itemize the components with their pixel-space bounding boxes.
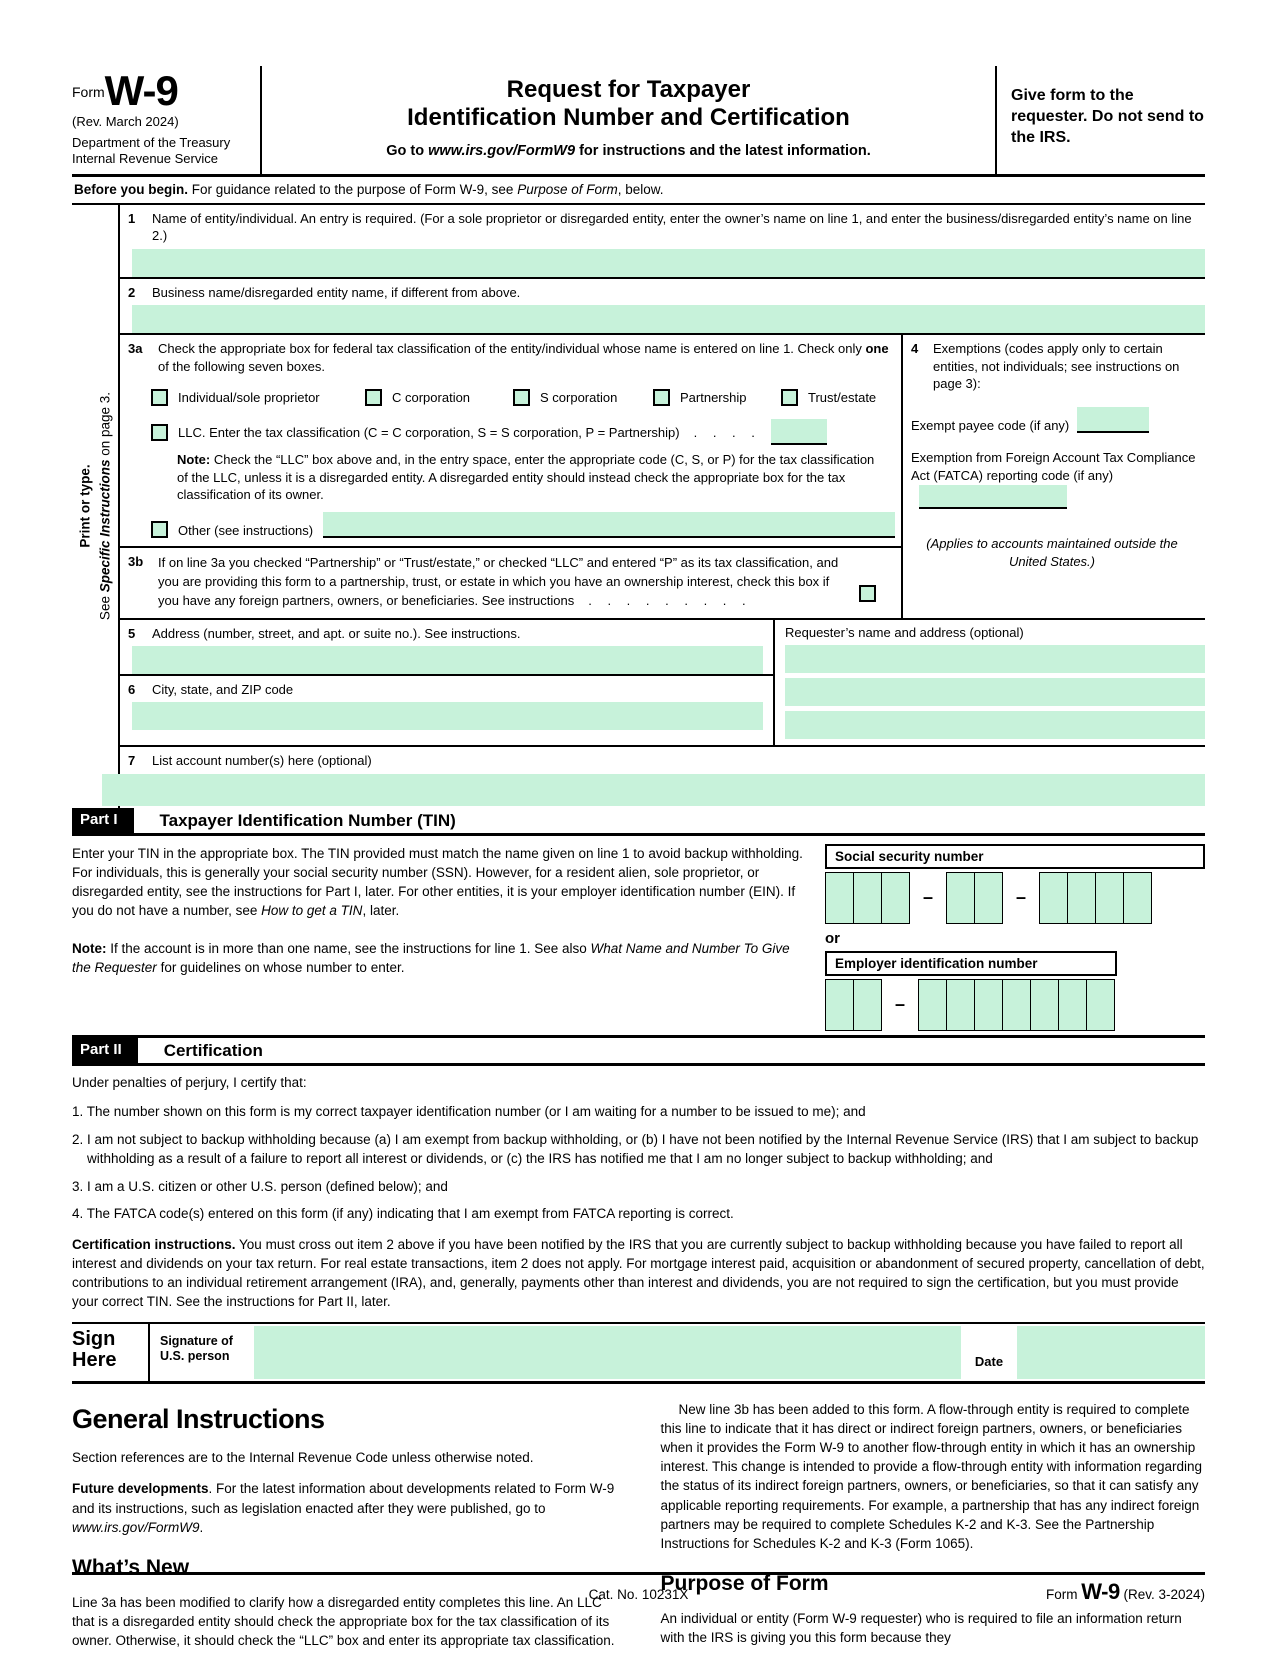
form-title-block [262,66,997,174]
city-state-zip-input[interactable] [132,702,763,730]
ein-digit-9[interactable] [1087,979,1115,1031]
form-title-line1: Request for Taxpayer [506,76,751,103]
ssn-digit-4[interactable] [947,872,975,924]
or-label: or [825,929,840,947]
individual-label: Individual/sole proprietor [178,390,320,406]
form-number: W-9 [104,67,178,114]
ein-digit-4[interactable] [947,979,975,1031]
signature-of-label: Signature of U.S. person [160,1333,233,1364]
llc-note: Note: Check the “LLC” box above and, in the entry space, enter the appropriate code (C, S, or P) for the tax classification of the LLC, unless it is a disregarded entity. A disregarded entity should instead check the appropriate box for the tax classification of its owner. [177,452,875,503]
ein-input-cells [825,979,1205,1031]
s-corporation-checkbox[interactable] [513,389,530,406]
llc-tax-code-input[interactable] [771,419,827,445]
llc-label: LLC. Enter the tax classification (C = C corporation, S = S corporation, P = Partnership) [178,424,680,440]
certification-instructions: Certification instructions. You must cross out item 2 above if you have been notified by the IRS that you are currently subject to backup withholding because you have failed to report all interest and dividends on your tax return. For real estate transactions, item 2 does not apply. For mortgage interest paid, acquisition or abandonment of secured property, cancellation of debt, contributions to an individual retirement arrangement (IRA), and, generally, payments other than interest and dividends, you are not required to sign the certification, but you must provide your correct TIN. See the instructions for Part II, later. [72,1237,1205,1309]
trust-estate-label: Trust/estate [808,390,877,406]
catalog-number: Cat. No. 10231X [588,1587,689,1602]
individual-checkbox[interactable] [151,389,168,406]
part1-title: Taxpayer Identification Number (TIN) [159,810,456,830]
ssn-digit-9[interactable] [1124,872,1152,924]
line3a-label: Check the appropriate box for federal tax classification of the entity/individual whose name is entered on line 1. Check only one of the following seven boxes. [158,341,889,374]
date-label: Date [974,1353,1004,1369]
line3a-number: 3a [128,341,143,357]
llc-checkbox[interactable] [151,424,168,441]
line1-label: Name of entity/individual. An entry is required. (For a sole proprietor or disregarded entity, enter the owner’s name on line 1, and enter the business/disregarded entity’s name on line 2.) [152,210,1192,244]
footer-form-id: Form W-9 (Rev. 3-2024) [1046,1579,1205,1604]
partnership-label: Partnership [680,390,747,406]
fatca-code-input[interactable] [919,485,1067,509]
part2-badge: Part II [72,1038,138,1063]
ein-digit-3[interactable] [919,979,947,1031]
purpose-of-form-title: Purpose of Form [660,1572,829,1596]
other-checkbox[interactable] [151,521,168,538]
name-input[interactable] [132,249,1205,277]
ssn-digit-2[interactable] [854,872,882,924]
whats-new-title: What’s New [72,1555,190,1579]
date-input[interactable] [1017,1326,1205,1379]
line3b-cell [120,546,901,619]
irs-url: www.irs.gov/FormW9 [428,143,576,160]
ssn-box-label: Social security number [825,844,1205,869]
line5-label: Address (number, street, and apt. or suite no.). See instructions. [152,626,521,642]
form-header [72,66,1205,177]
whats-new-paragraph: Line 3a has been modified to clarify how a disregarded entity completes this line. An LLC that is a disregarded entity should check the appropriate box for the tax classification of its owner. Otherwise, it should check the “LLC” box and enter its appropriate tax classification. [72,1594,615,1648]
line6-row [120,676,773,730]
line1-row [120,205,1205,279]
other-label: Other (see instructions) [178,522,314,538]
foreign-partners-checkbox[interactable] [859,585,876,602]
give-form-note: Give form to the requester. Do not send to the IRS. [1011,87,1204,146]
ein-dash: – [895,994,906,1015]
line7-number: 7 [128,753,136,769]
ssn-digit-6[interactable] [1040,872,1068,924]
section-references: Section references are to the Internal Revenue Code unless otherwise noted. [72,1450,534,1466]
signature-input[interactable] [254,1326,961,1379]
address-input[interactable] [132,646,763,674]
c-corporation-label: C corporation [392,390,471,406]
sign-here-row [72,1324,1205,1384]
requester-input-line1[interactable] [785,645,1205,673]
new-line-3b-paragraph: New line 3b has been added to this form. A flow-through entity is required to complete this line to indicate that it has direct or indirect foreign partners, owners, or beneficiaries when it provides the Form W-9 to another flow-through entity in which it has an ownership interest. This change is intended to provide a flow-through entity with information regarding the status of its indirect foreign partners, owners, or beneficiaries, so that it can satisfy any applicable reporting requirements. For example, a partnership that has any indirect foreign partners may be required to complete Schedules K-2 and K-3. See the Partnership Instructions for Schedules K-2 and K-3 (Form 1065). [660,1401,1203,1551]
s-corporation-label: S corporation [540,390,618,406]
goto-instructions: Go to www.irs.gov/FormW9 for instructions and the latest information. [386,143,871,160]
fatca-label: Exemption from Foreign Account Tax Compliance Act (FATCA) reporting code (if any) [911,449,1201,509]
ssn-dash-1: – [923,887,934,908]
form-body [72,205,1205,808]
part1-header [72,808,1205,836]
requester-label: Requester’s name and address (optional) [785,625,1024,641]
line3a-cell [120,335,901,546]
print-or-type-label: Print or type. [77,464,93,548]
dept-treasury: Department of the Treasury [72,135,231,150]
irs-name: Internal Revenue Service [72,151,218,167]
form-title-line2: Identification Number and Certification [407,103,850,131]
line7-label: List account number(s) here (optional) [152,753,372,769]
form-id-block [72,66,262,174]
sign-here-label: Sign Here [72,1324,150,1381]
ssn-digit-1[interactable] [826,872,854,924]
ein-digit-7[interactable] [1031,979,1059,1031]
certification-item-4: 4. The FATCA code(s) entered on this form (if any) indicating that I am exempt from FATCA reporting is correct. [72,1206,734,1222]
part2-header [72,1038,1205,1066]
certification-item-2: 2. I am not subject to backup withholding because (a) I am exempt from backup withholding, or (b) I have not been notified by the Internal Revenue Service (IRS) that I am subject to backup withholding as a result of a failure to report all interest or dividends, or (c) the IRS has notified me that I am no longer subject to backup withholding; and [72,1131,1199,1166]
line3b-number: 3b [128,553,144,569]
certification-item-1: 1. The number shown on this form is my correct taxpayer identification number (or I am waiting for a number to be issued to me); and [72,1103,866,1119]
page-footer [72,1572,1205,1604]
other-input[interactable] [323,512,895,538]
ssn-digit-5[interactable] [975,872,1003,924]
line5-number: 5 [128,626,136,642]
purpose-of-form-paragraph: An individual or entity (Form W-9 requester) who is required to file an information return with the IRS is giving you this form because they [660,1610,1182,1646]
account-numbers-input[interactable] [102,774,1205,806]
ein-digit-6[interactable] [1003,979,1031,1031]
ein-box-label: Employer identification number [825,951,1117,976]
requester-input-line2[interactable] [785,678,1205,706]
ein-digit-2[interactable] [854,979,882,1031]
print-or-type-sidebar [72,205,118,808]
line2-number: 2 [128,284,136,300]
tin-note: Note: If the account is in more than one name, see the instructions for line 1. See also What Name and Number To Give the Requester for guidelines on whose number to enter. [72,940,790,975]
line6-label: City, state, and ZIP code [152,681,294,697]
business-name-input[interactable] [132,305,1205,333]
exempt-payee-code-input[interactable] [1077,407,1149,433]
line3b-dot-leaders: . . . . . . . . . [588,592,752,608]
line4-label: Exemptions (codes apply only to certain entities, not individuals; see instructions on page 3): [933,341,1180,392]
line4-cell [903,335,1205,618]
line3b-label: If on line 3a you checked “Partnership” or “Trust/estate,” or checked “LLC” and entered “P” as its tax classification, and you are providing this form to a partnership, trust, or estate in which you have an ownership interest, check this box if you have any foreign partners, owners, or beneficiaries. See instructions . . . . . . . . . [158,554,839,608]
form-revision: (Rev. March 2024) [72,114,179,129]
ein-digit-1[interactable] [826,979,854,1031]
line4-number: 4 [911,341,919,357]
ssn-digit-8[interactable] [1096,872,1124,924]
ssn-digit-7[interactable] [1068,872,1096,924]
future-developments: Future developments. For the latest information about developments related to Form W-9 and its instructions, such as legislation enacted after they were published, go to www.irs.gov/FormW9. [72,1481,615,1535]
form-word: Form [72,84,105,100]
line6-number: 6 [128,681,136,697]
part1-badge: Part I [72,808,134,833]
llc-dot-leaders: . . . . [693,424,761,440]
line2-label: Business name/disregarded entity name, if different from above. [152,284,521,300]
requester-cell [775,620,1205,745]
line2-row [120,279,1205,336]
applies-note: (Applies to accounts maintained outside the United States.) [926,536,1178,570]
certification-intro: Under penalties of perjury, I certify that: [72,1074,307,1090]
ein-digit-5[interactable] [975,979,1003,1031]
certification-item-3: 3. I am a U.S. citizen or other U.S. person (defined below); and [72,1178,448,1194]
line7-row [120,747,1205,808]
ssn-dash-2: – [1016,887,1027,908]
line5-row [120,620,773,676]
see-instructions-label: See Specific Instructions on page 3. [97,392,112,621]
tin-instructions: Enter your TIN in the appropriate box. The TIN provided must match the name given on line 1 to avoid backup withholding. For individuals, this is generally your social security number (SSN). However, for a resident alien, sole proprietor, or disregarded entity, see the instructions for Part I, later. For other entities, it is your employer identification number (EIN). If you do not have a number, see How to get a TIN, later. [72,845,803,919]
general-instructions-title: General Instructions [72,1403,325,1434]
line1-number: 1 [128,210,136,226]
ssn-digit-3[interactable] [882,872,910,924]
ssn-input-cells [825,872,1205,924]
partnership-checkbox[interactable] [653,389,670,406]
c-corporation-checkbox[interactable] [365,389,382,406]
ein-digit-8[interactable] [1059,979,1087,1031]
requester-input-line3[interactable] [785,711,1205,739]
trust-estate-checkbox[interactable] [781,389,798,406]
part2-title: Certification [163,1040,263,1060]
exempt-payee-label: Exempt payee code (if any) [911,417,1070,433]
before-you-begin: Before you begin. For guidance related to the purpose of Form W-9, see Purpose of Form, below. [72,177,1205,205]
